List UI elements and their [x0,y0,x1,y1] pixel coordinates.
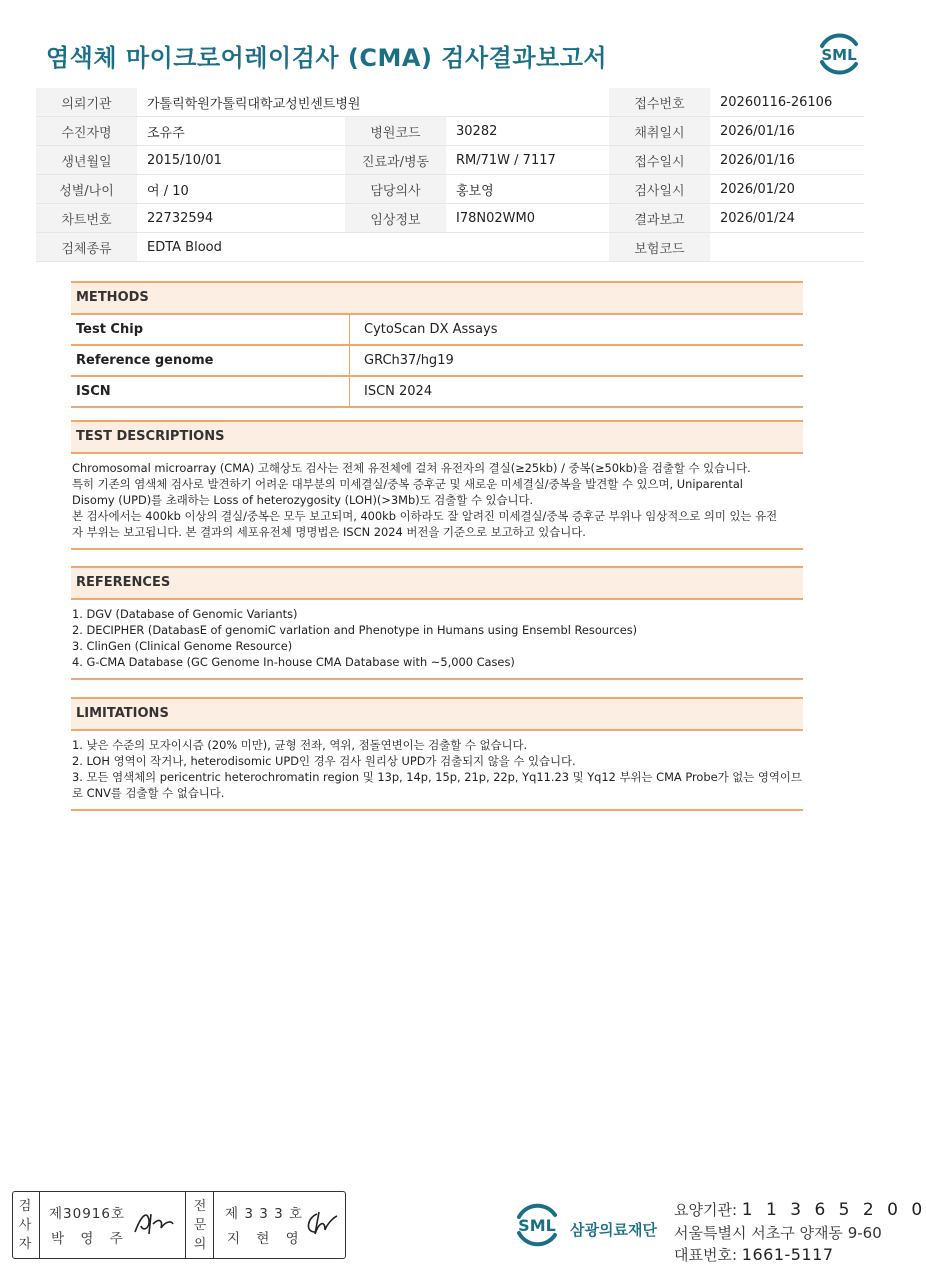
examiner-name: 박 영 주 [51,1231,129,1247]
methods-row: Test Chip CytoScan DX Assays [71,315,803,345]
test-descriptions-section [71,420,803,550]
examiner-label: 검 사 자 [18,1199,32,1252]
patient-info-value: 30282 [446,117,609,146]
patient-info-label: 채취일시 [609,117,710,146]
patient-info-label: 병원코드 [345,117,446,146]
patient-info-value: 가톨릭학원가톨릭대학교성빈센트병원 [137,88,609,117]
patient-info-row [36,117,864,146]
patient-info-value: 20260116-26106 [710,88,864,117]
signature-stamp [12,1191,346,1259]
patient-info-label: 담당의사 [345,175,446,204]
patient-info-row [36,175,864,204]
patient-info-label [345,233,446,262]
patient-info-value: 22732594 [137,204,345,233]
limitation-item: 2. LOH 영역이 작거나, heterodisomic UPD인 경우 검사 원리상 UPD가 검출되지 않을 수 있습니다. [72,754,576,768]
foundation-name: 삼광의료재단 [570,1221,657,1239]
patient-info-value: EDTA Blood [137,233,345,262]
patient-info-value: 2026/01/24 [710,204,864,233]
report-title: 염색체 마이크로어레이검사 (CMA) 검사결과보고서 [46,44,608,72]
limitation-item: 로 CNV를 검출할 수 없습니다. [72,786,225,800]
reference-item: 1. DGV (Database of Genomic Variants) [72,607,298,621]
patient-info-value: 2026/01/20 [710,175,864,204]
patient-info-label: 보험코드 [609,233,710,262]
examiner-license: 제30916호 [49,1206,126,1222]
svg-text:SML: SML [821,46,857,64]
reference-item: 4. G-CMA Database (GC Genome In-house CMA Database with ~5,000 Cases) [72,655,515,669]
patient-info-value: 2015/10/01 [137,146,345,175]
references-heading: REFERENCES [71,566,803,600]
examiner-signature-icon [131,1206,177,1238]
patient-info-label: 검사일시 [609,175,710,204]
references-list [71,600,803,678]
patient-info-value: 홍보영 [446,175,609,204]
patient-info-label: 임상정보 [345,204,446,233]
patient-info-table [36,88,864,262]
patient-info-row [36,88,864,117]
patient-info-label: 의뢰기관 [36,88,137,117]
address: 서울특별시 서초구 양재동 9-60 [674,1224,882,1242]
patient-info-row [36,146,864,175]
limitation-item: 1. 낮은 수준의 모자이시즘 (20% 미만), 균형 전좌, 역위, 점돌연변이는 검출할 수 없습니다. [72,738,528,752]
care-institution: 요양기관: 1 1 3 6 5 2 0 0 [674,1200,926,1220]
methods-row: Reference genome GRCh37/hg19 [71,345,803,376]
patient-info-label: 검체종류 [36,233,137,262]
svg-text:SML: SML [518,1216,556,1235]
patient-info-value [446,233,609,262]
patient-info-value [710,233,864,262]
patient-info-label: 성별/나이 [36,175,137,204]
methods-row: ISCN ISCN 2024 [71,376,803,407]
patient-info-label: 생년월일 [36,146,137,175]
specialist-name: 지 현 영 [227,1231,305,1247]
patient-info-value: 여 / 10 [137,175,345,204]
patient-info-value: 2026/01/16 [710,117,864,146]
reference-item: 3. ClinGen (Clinical Genome Resource) [72,639,293,653]
patient-info-row [36,233,864,262]
patient-info-label: 결과보고 [609,204,710,233]
patient-info-label: 접수번호 [609,88,710,117]
sml-footer-logo-icon [512,1200,562,1248]
patient-info-label: 진료과/병동 [345,146,446,175]
test-descriptions-heading: TEST DESCRIPTIONS [71,420,803,454]
patient-info-label: 수진자명 [36,117,137,146]
specialist-label: 전 문 의 [193,1199,207,1252]
specialist-signature-icon [303,1208,343,1238]
specialist-license: 제 3 3 3 호 [225,1206,304,1222]
methods-section [71,281,803,408]
patient-info-label: 차트번호 [36,204,137,233]
test-descriptions-text: Chromosomal microarray (CMA) 고해상도 검사는 전체 유전체에 걸쳐 유전자의 결실(≥25kb) / 중복(≥50kb)을 검출할 수 있습니다. 특히 기존의 염색체 검사로 발견하기 어려운 대부분의 미세결실/중복 증후군 및 새로운 미세결실/중복을 발견할 수 있으며, Uniparental Disomy (UPD)를 초래하는 Loss of heterozygosity (LOH)(>3Mb)도 검출할 수 있습니다. 본 검사에서는 400kb 이상의 결실/중복은 모두 보고되며, 400kb 이하라도 잘 알려진 미세결실/중복 증후군 부위나 임상적으로 의미 있는 유전 자 부위는 보고됩니다. 본 결과의 세포유전체 명명법은 ISCN 2024 버전을 기준으로 보고하고 있습니다. [72,461,778,539]
reference-item: 2. DECIPHER (DatabasE of genomiC varIation and Phenotype in Humans using Ensembl Resources) [72,623,638,637]
references-section [71,566,803,680]
patient-info-label: 접수일시 [609,146,710,175]
patient-info-value: I78N02WM0 [446,204,609,233]
limitations-section [71,697,803,811]
limitations-heading: LIMITATIONS [71,697,803,731]
patient-info-value: 조유주 [137,117,345,146]
sml-logo-icon [814,30,864,76]
methods-table [71,315,803,408]
patient-info-value: RM/71W / 7117 [446,146,609,175]
limitations-list [71,731,803,809]
limitation-item: 3. 모든 염색체의 pericentric heterochromatin region 및 13p, 14p, 15p, 21p, 22p, Yq11.23 및 Yq12 부위는 CMA Probe가 없는 영역이므 [72,770,802,784]
methods-heading: METHODS [71,281,803,315]
patient-info-value: 2026/01/16 [710,146,864,175]
phone: 대표번호: 1661-5117 [674,1245,834,1264]
patient-info-row [36,204,864,233]
